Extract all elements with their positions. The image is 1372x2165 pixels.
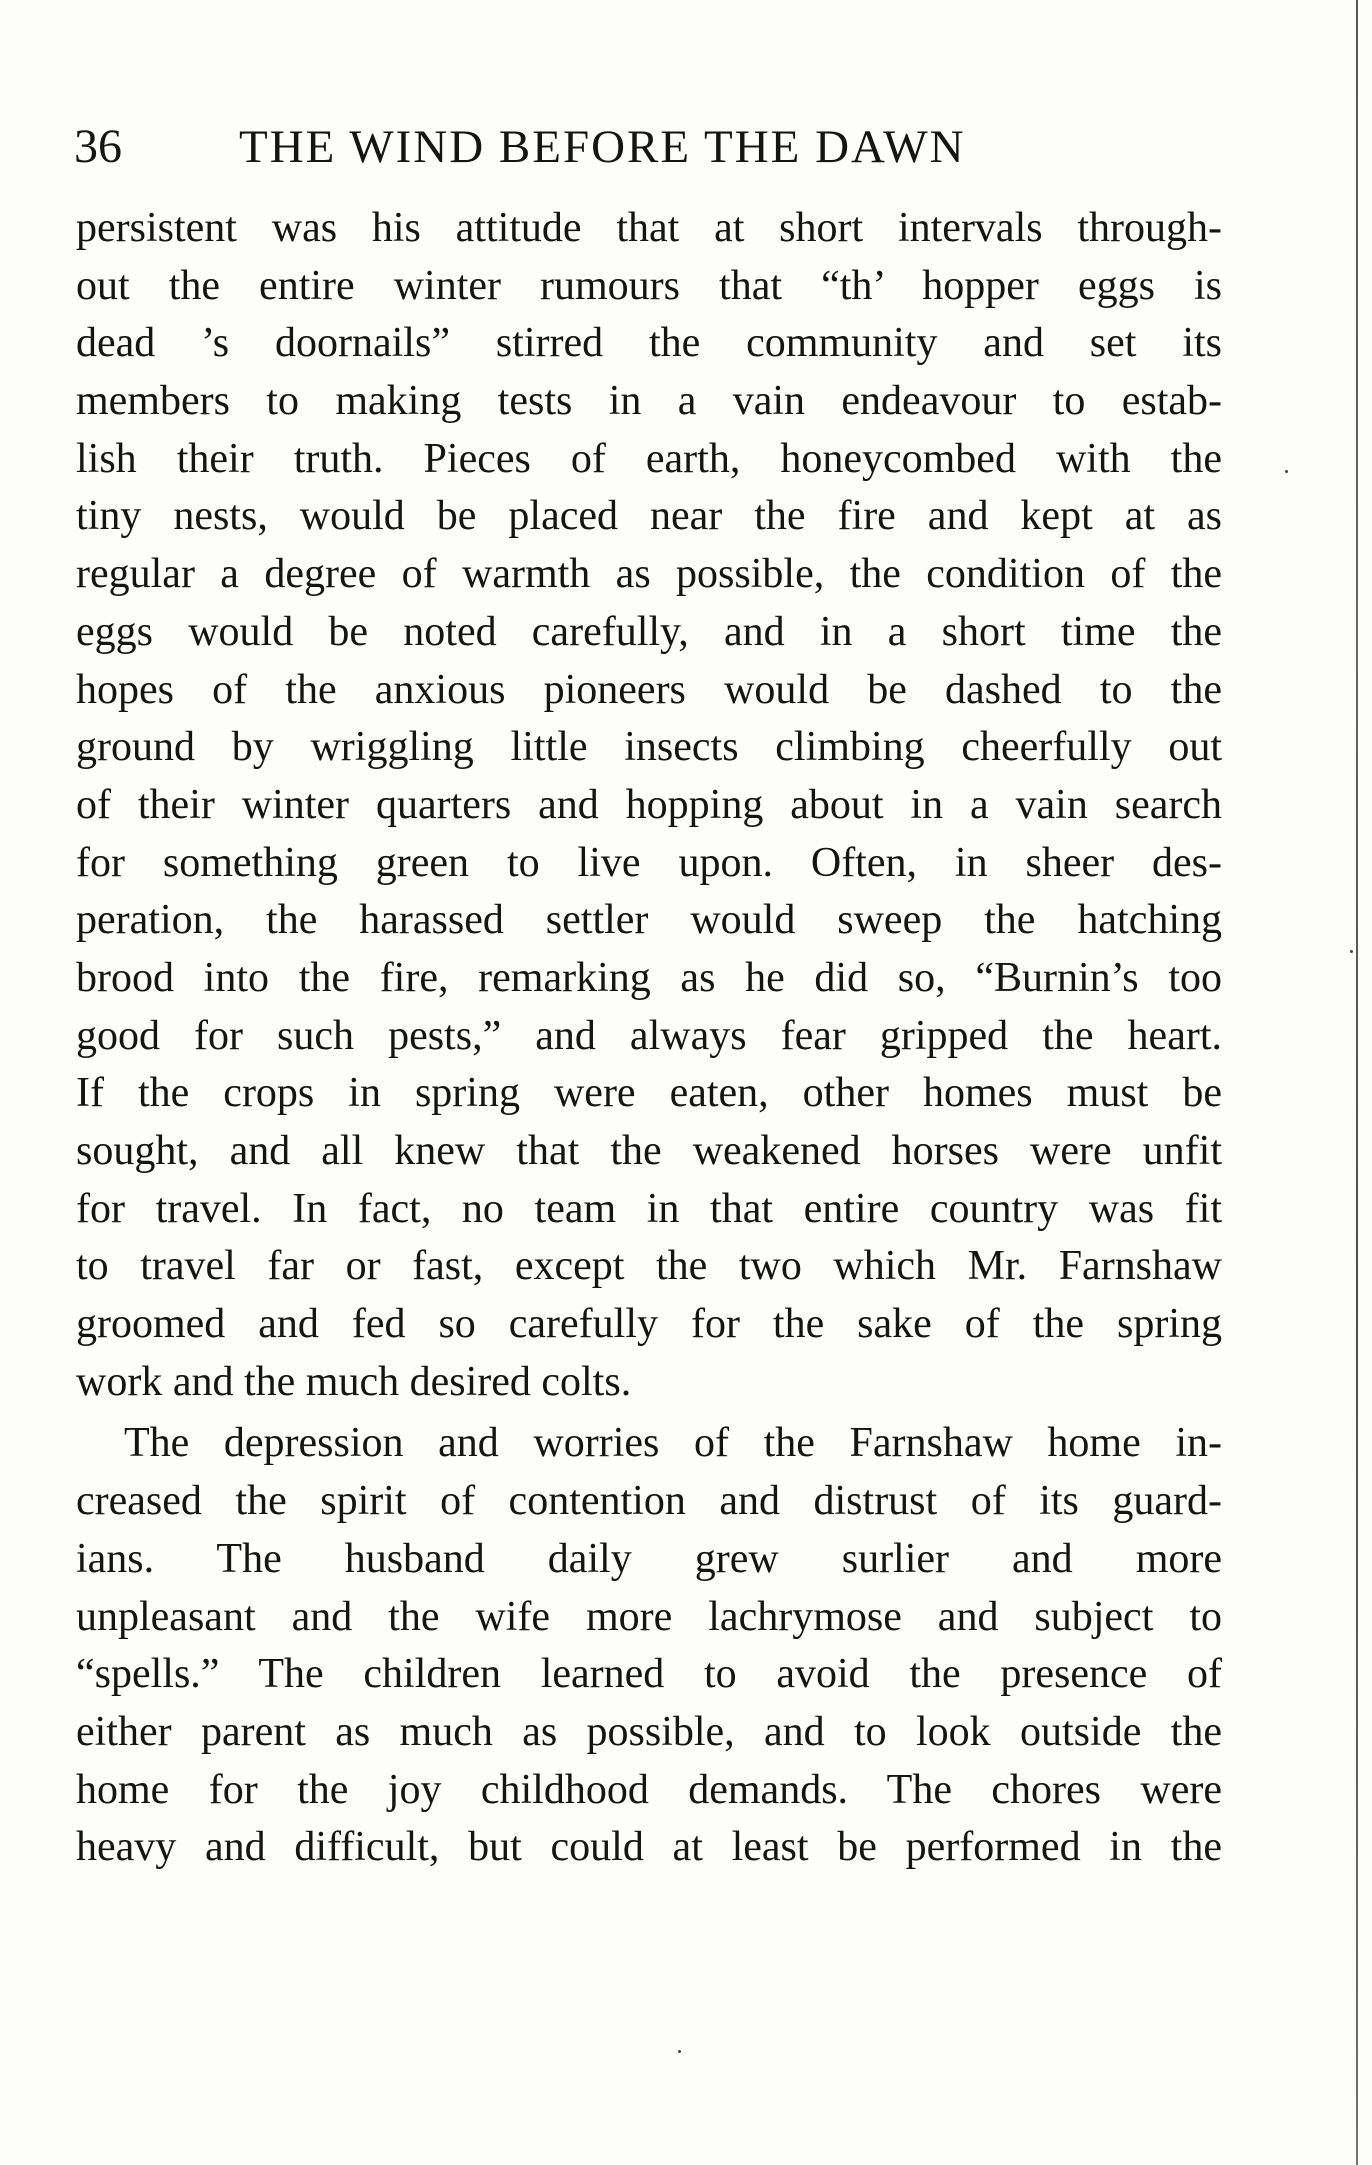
- text-line: groomed and fed so carefully for the sake of the spring: [76, 1301, 1222, 1348]
- text-line: lish their truth. Pieces of earth, honeycombed with the: [76, 435, 1222, 482]
- body-text: [76, 200, 1222, 1877]
- text-line: ians. The husband daily grew surlier and more: [76, 1535, 1222, 1582]
- scan-speck: [1285, 470, 1288, 473]
- text-line: creased the spirit of contention and distrust of its guard-: [76, 1478, 1222, 1525]
- text-line: out the entire winter rumours that “th’ hopper eggs is: [76, 262, 1222, 309]
- text-line: eggs would be noted carefully, and in a short time the: [76, 608, 1222, 655]
- text-line: to travel far or fast, except the two which Mr. Farnshaw: [76, 1243, 1222, 1290]
- text-line: for something green to live upon. Often, in sheer des-: [76, 839, 1222, 886]
- text-line: good for such pests,” and always fear gripped the heart.: [76, 1012, 1222, 1059]
- text-line: work and the much desired colts.: [76, 1358, 632, 1405]
- text-line: The depression and worries of the Farnshaw home in-: [124, 1420, 1222, 1467]
- running-title: THE WIND BEFORE THE DAWN: [239, 121, 966, 173]
- text-line: heavy and difficult, but could at least be performed in the: [76, 1824, 1222, 1871]
- scan-speck: [1350, 950, 1353, 953]
- text-line: sought, and all knew that the weakened horses were unfit: [76, 1128, 1222, 1174]
- text-line: ground by wriggling little insects climbing cheerfully out: [76, 724, 1222, 771]
- text-line: peration, the harassed settler would sweep the hatching: [76, 897, 1222, 944]
- text-line: for travel. In fact, no team in that entire country was fit: [76, 1185, 1222, 1232]
- page-number: 36: [74, 120, 122, 173]
- text-line: tiny nests, would be placed near the fire and kept at as: [76, 493, 1222, 540]
- text-line: members to making tests in a vain endeavour to estab-: [76, 378, 1222, 425]
- text-line: either parent as much as possible, and to look outside the: [76, 1708, 1222, 1755]
- text-line: home for the joy childhood demands. The chores were: [76, 1766, 1222, 1813]
- text-line: regular a degree of warmth as possible, the condition of the: [76, 551, 1222, 598]
- page-header: [74, 112, 1224, 182]
- text-line: hopes of the anxious pioneers would be dashed to the: [76, 666, 1222, 713]
- paragraph-1: [76, 200, 1222, 1411]
- paragraph-2: [76, 1415, 1222, 1877]
- text-line: brood into the fire, remarking as he did so, “Burnin’s too: [76, 954, 1222, 1001]
- text-line: of their winter quarters and hopping about in a vain search: [76, 781, 1222, 828]
- scan-speck: [678, 2050, 681, 2053]
- text-line: “spells.” The children learned to avoid the presence of: [76, 1651, 1222, 1698]
- text-line: persistent was his attitude that at short intervals through-: [76, 205, 1222, 251]
- text-line: dead ’s doornails” stirred the community and set its: [76, 320, 1222, 367]
- text-line: unpleasant and the wife more lachrymose and subject to: [76, 1593, 1222, 1640]
- text-line: If the crops in spring were eaten, other homes must be: [76, 1070, 1222, 1117]
- scan-edge-shadow: [1356, 0, 1358, 2165]
